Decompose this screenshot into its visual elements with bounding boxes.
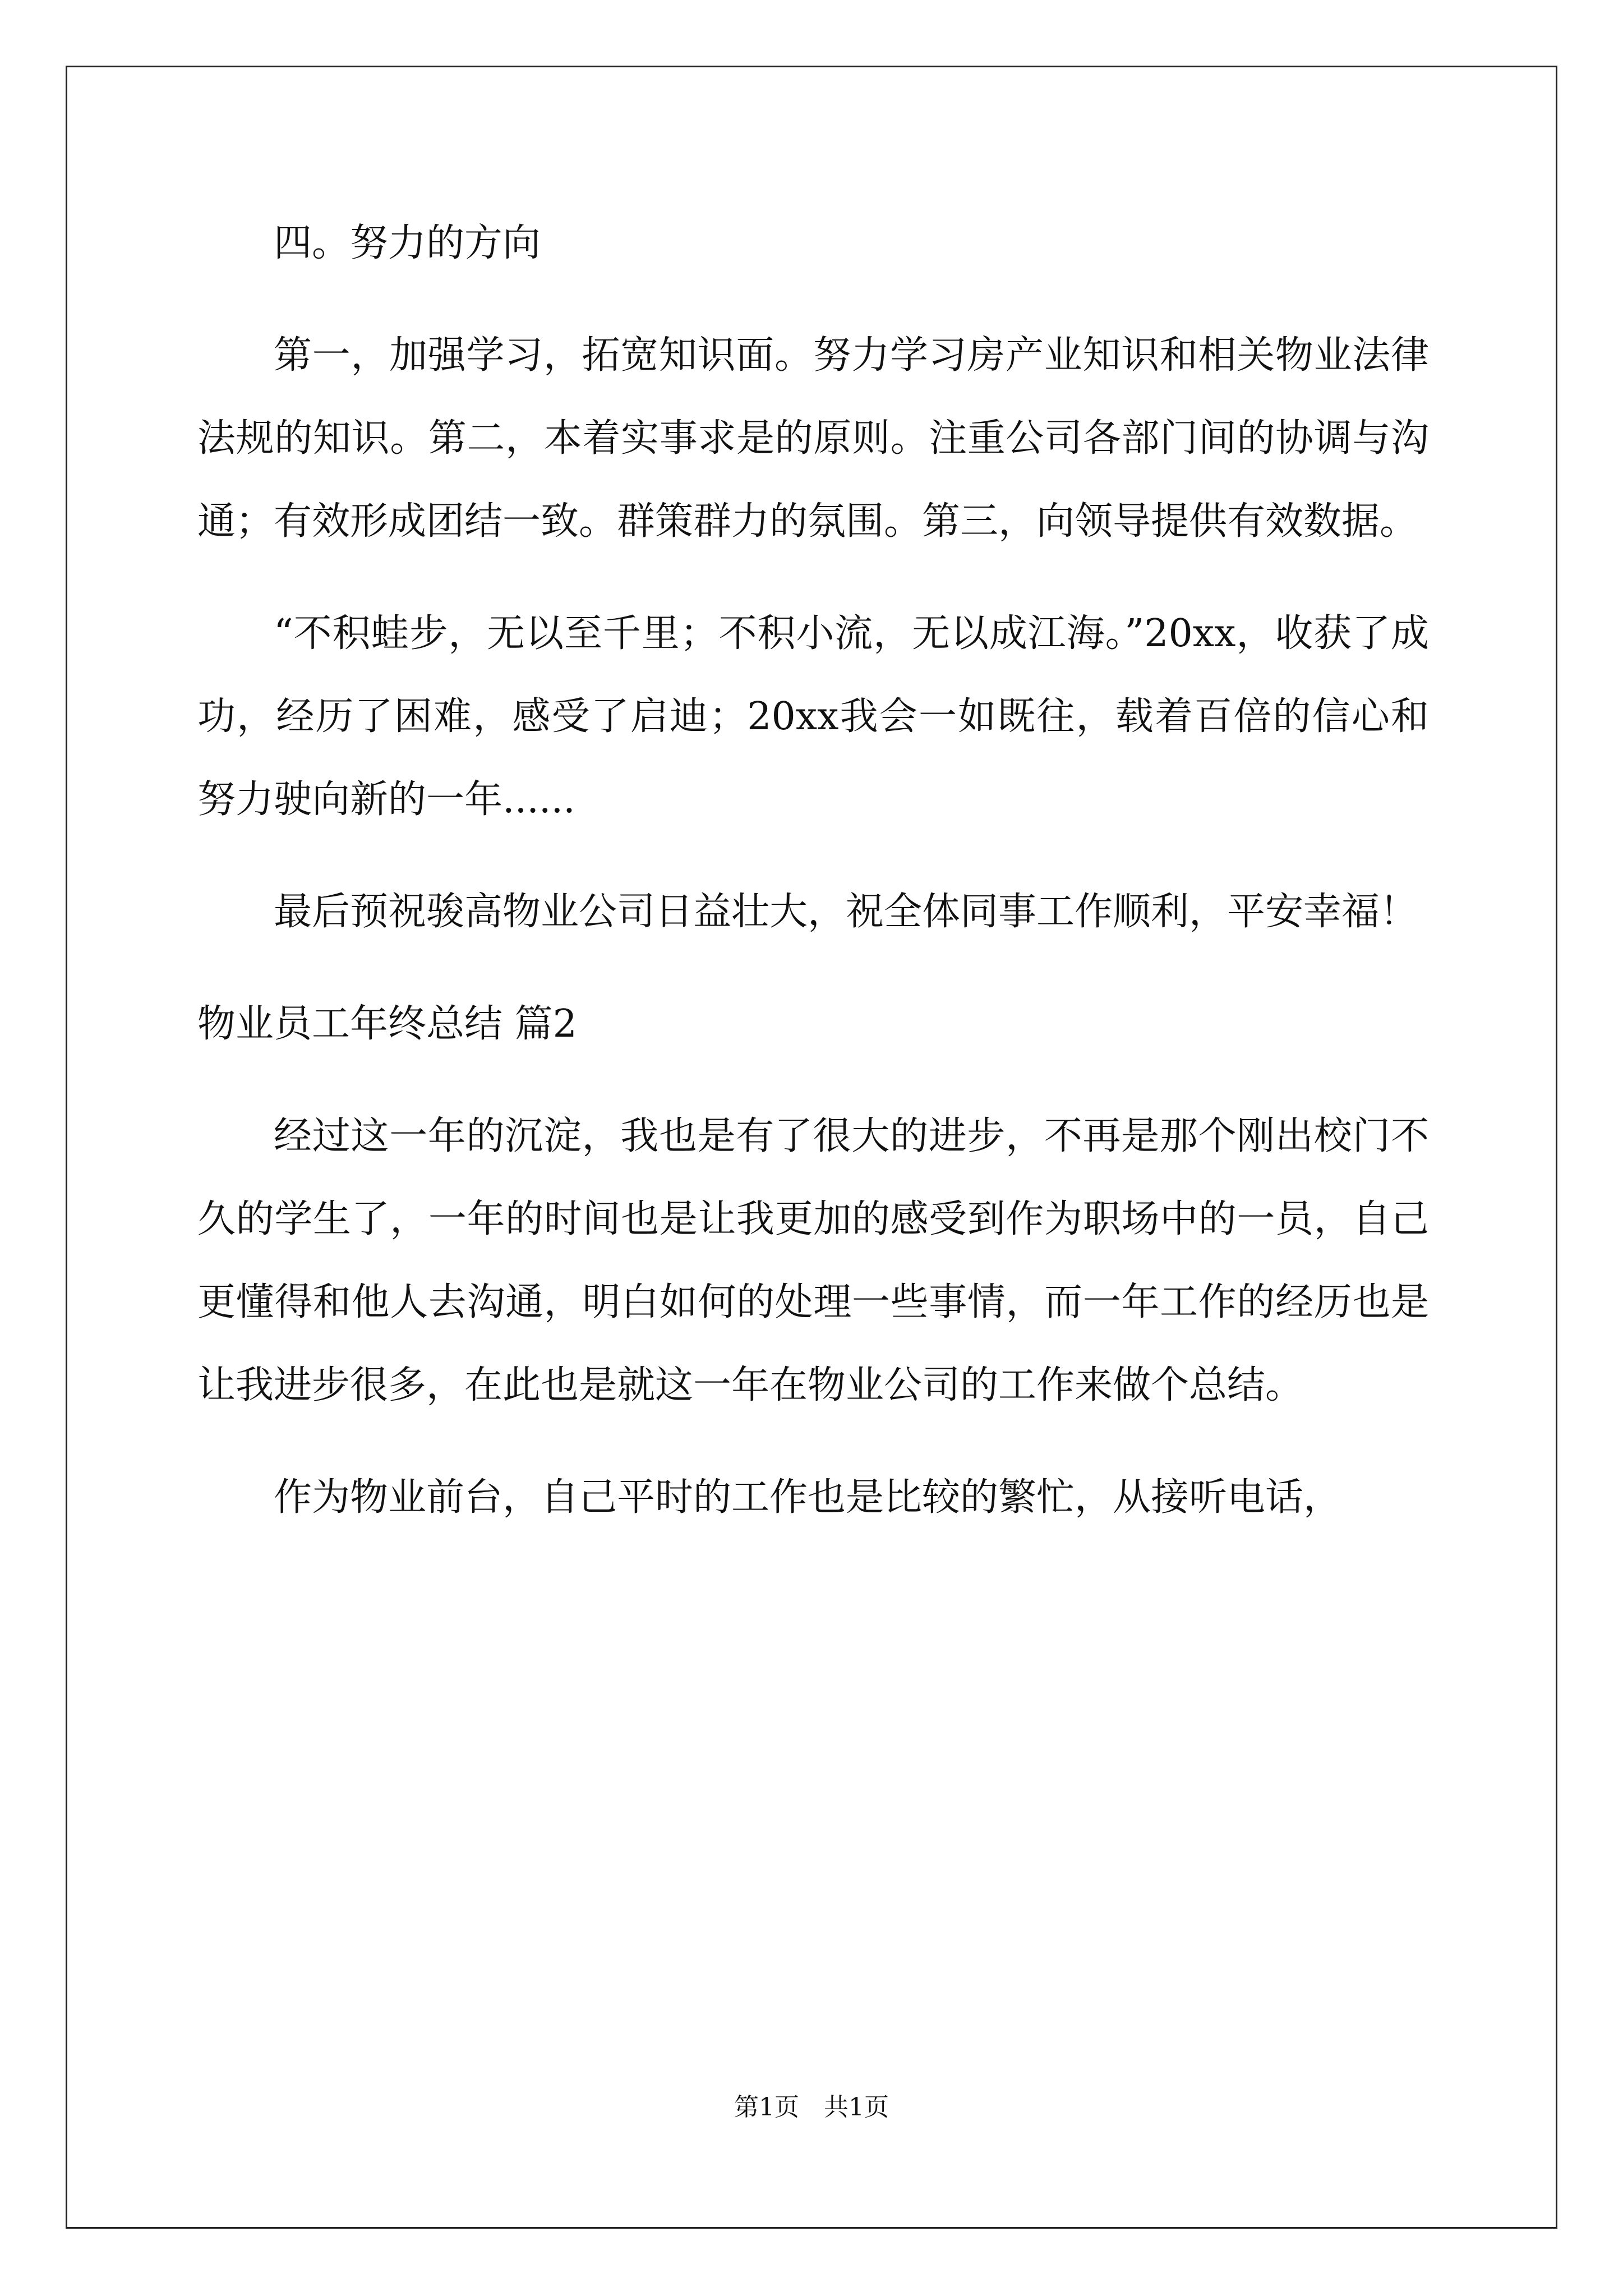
section-heading-direction: 四。努力的方向 [274, 221, 541, 265]
page-footer [0, 2087, 1623, 2123]
page-number: 第1页 [734, 2093, 799, 2122]
document-body [197, 202, 1429, 1539]
paragraph-front-desk: 作为物业前台，自己平时的工作也是比较的繁忙，从接听电话， [274, 1475, 1342, 1520]
paragraph-direction: 第一，加强学习，拓宽知识面。努力学习房产业知识和相关物业法律法规的知识。第二，本着实事求是的原则。注重公司各部门间的协调与沟通；有效形成团结一致。群策群力的氛围。第三，向领导提供有效数据。 [197, 333, 1429, 544]
section-title: 物业员工年终总结 篇2 [197, 1002, 577, 1046]
paragraph-wish: 最后预祝骏高物业公司日益壮大，祝全体同事工作顺利，平安幸福！ [274, 890, 1418, 934]
paragraph-quote: “不积蛙步，无以至千里；不积小流，无以成江海。”20xx，收获了成功，经历了困难，感受了启迪；20xx我会一如既往，载着百倍的信心和努力驶向新的一年...... [197, 611, 1429, 822]
paragraph-progress: 经过这一年的沉淀，我也是有了很大的进步，不再是那个刚出校门不久的学生了，一年的时间也是让我更加的感受到作为职场中的一员，自己更懂得和他人去沟通，明白如何的处理一些事情，而一年工作的经历也是让我进步很多，在此也是就这一年在物业公司的工作来做个总结。 [197, 1114, 1429, 1407]
page-total: 共1页 [824, 2093, 889, 2122]
